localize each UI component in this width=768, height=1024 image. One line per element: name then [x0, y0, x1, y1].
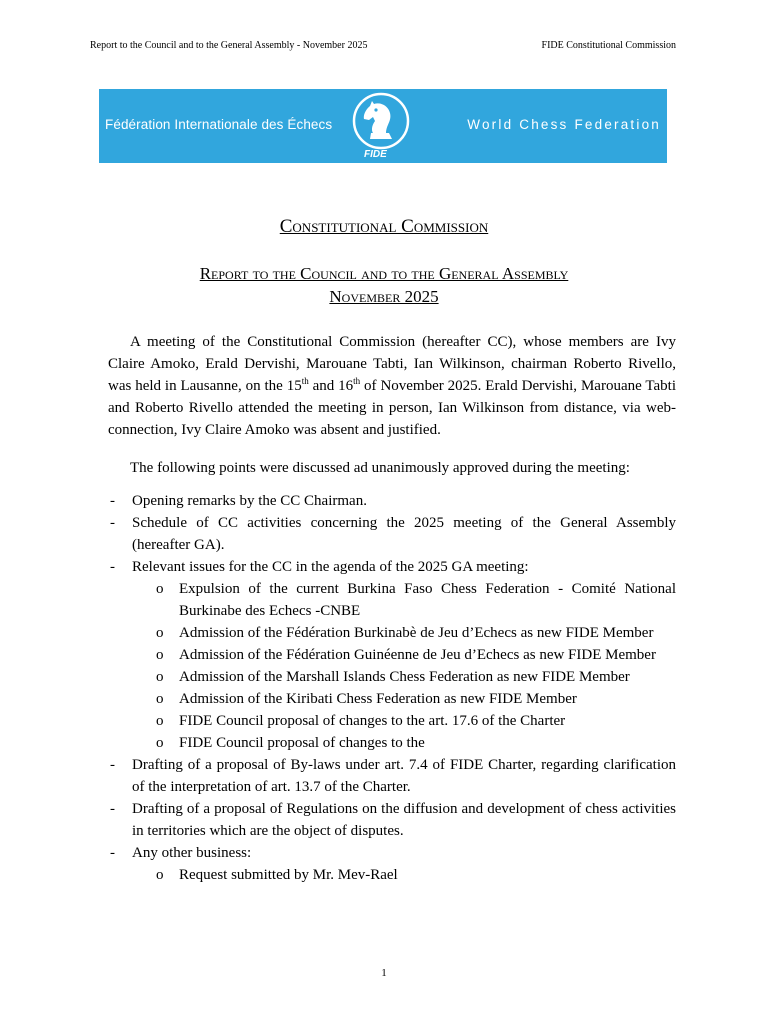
list-item-text: Any other business: — [132, 845, 252, 861]
dash-bullet: - — [110, 515, 115, 531]
intro-sup-1: th — [301, 376, 309, 386]
sub-list-item — [108, 578, 676, 622]
page-header — [90, 40, 676, 51]
sub-list-item-text: Admission of the Fédération Guinéenne de Jeu d’Echecs as new FIDE Member — [179, 647, 656, 663]
banner-logo-text: FIDE — [364, 149, 387, 160]
sub-list-item — [108, 710, 676, 732]
fide-banner — [99, 89, 667, 163]
sub-list-item-text: Expulsion of the current Burkina Faso Chess Federation - Comité National Burkinabe des Echecs -CNBE — [179, 581, 676, 619]
sub-list-item-text: FIDE Council proposal of changes to the — [179, 735, 425, 751]
subtitle-line-1: Report to the Council and to the General Assembly — [199, 264, 569, 283]
circle-bullet: o — [156, 691, 164, 707]
list-item-text: Schedule of CC activities concerning the 2025 meeting of the General Assembly (hereafter GA). — [132, 515, 676, 553]
sub-list-item — [108, 622, 676, 644]
sub-list-item — [108, 732, 676, 754]
intro-part-3: of November 2025. Erald Dervishi, Marouane Tabti and Roberto Rivello attended the meeting in person, Ian Wilkinson from distance, via web-connection, Ivy Claire Amoko was absent and justified. — [108, 378, 676, 438]
dash-bullet: - — [110, 559, 115, 575]
agenda-list — [108, 490, 676, 886]
document-title: Constitutional Commission — [279, 216, 489, 237]
points-intro-paragraph: The following points were discussed ad unanimously approved during the meeting: — [130, 460, 630, 476]
sub-list-item-text: Admission of the Marshall Islands Chess Federation as new FIDE Member — [179, 669, 630, 685]
sub-list-item — [108, 864, 676, 886]
circle-bullet: o — [156, 735, 164, 751]
circle-bullet: o — [156, 867, 164, 883]
sub-list-item-text: FIDE Council proposal of changes to the art. 17.6 of the Charter — [179, 713, 566, 729]
list-item-text: Drafting of a proposal of Regulations on the diffusion and development of chess activities in territories which are the object of disputes. — [132, 801, 676, 839]
circle-bullet: o — [156, 581, 164, 597]
banner-right-text: World Chess Federation — [467, 117, 661, 132]
page-number: 1 — [381, 967, 387, 979]
list-item-text: Drafting of a proposal of By-laws under art. 7.4 of FIDE Charter, regarding clarification of the interpretation of art. 13.7 of the Charter. — [132, 757, 676, 795]
circle-bullet: o — [156, 625, 164, 641]
sub-list-item — [108, 644, 676, 666]
list-item — [108, 842, 676, 864]
dash-bullet: - — [110, 801, 115, 817]
banner-left-text: Fédération Internationale des Échecs — [105, 117, 333, 132]
list-item — [108, 754, 676, 798]
subtitle-line-2: November 2025 — [329, 287, 439, 306]
sub-list-item — [108, 688, 676, 710]
document-subtitle — [0, 262, 768, 308]
sub-list-item-text: Admission of the Fédération Burkinabè de Jeu d’Echecs as new FIDE Member — [179, 625, 654, 641]
list-item — [108, 490, 676, 512]
list-item-text: Opening remarks by the CC Chairman. — [132, 493, 367, 509]
list-item — [108, 798, 676, 842]
circle-bullet: o — [156, 669, 164, 685]
sub-list-item-text: Request submitted by Mr. Mev-Rael — [179, 867, 398, 883]
list-item — [108, 556, 676, 578]
list-item — [108, 512, 676, 556]
circle-bullet: o — [156, 713, 164, 729]
header-right: FIDE Constitutional Commission — [541, 40, 676, 51]
intro-part-1: A meeting of the Constitutional Commission (hereafter CC), whose members are Ivy Claire Amoko, Erald Dervishi, Marouane Tabti, Ian Wilkinson, chairman Roberto Rivello, was held in Lausanne, on the 15 — [108, 334, 676, 394]
sub-list-item — [108, 666, 676, 688]
intro-paragraph — [108, 331, 676, 441]
intro-part-2: and 16 — [308, 378, 354, 394]
list-item-text: Relevant issues for the CC in the agenda of the 2025 GA meeting: — [132, 559, 529, 575]
intro-sup-2: th — [353, 376, 361, 386]
header-left: Report to the Council and to the General Assembly - November 2025 — [90, 40, 368, 51]
sub-list-item-text: Admission of the Kiribati Chess Federation as new FIDE Member — [179, 691, 577, 707]
dash-bullet: - — [110, 845, 115, 861]
circle-bullet: o — [156, 647, 164, 663]
dash-bullet: - — [110, 493, 115, 509]
dash-bullet: - — [110, 757, 115, 773]
